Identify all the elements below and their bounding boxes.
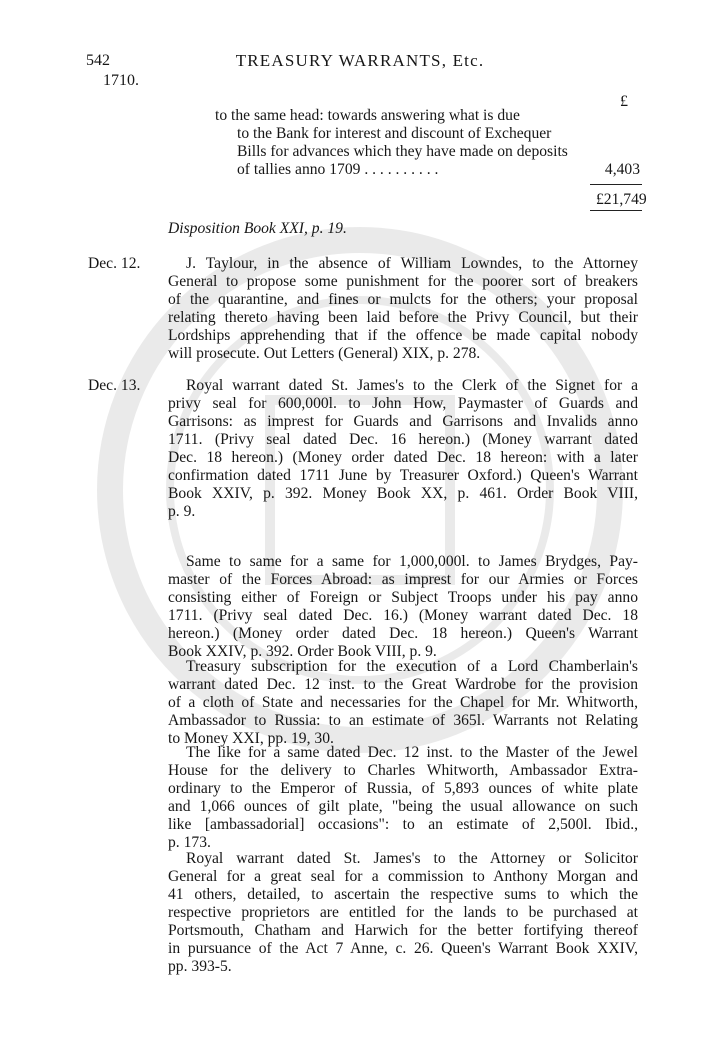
entry-date: Dec. 13. bbox=[88, 377, 141, 394]
entry-line: Royal warrant dated St. James's to the Attorney or Solicitor bbox=[186, 850, 638, 867]
entry-line: consisting either of Foreign or Subject Troops under his pay anno bbox=[168, 589, 638, 606]
running-year: 1710. bbox=[103, 72, 139, 89]
entry-line: Book XXIV, p. 392. Money Book XX, p. 461. Order Book VIII, bbox=[168, 485, 638, 502]
total-rule bbox=[590, 184, 642, 185]
entry-line: The like for a same dated Dec. 12 inst. to the Master of the Jewel bbox=[186, 744, 638, 761]
entry-line: House for the delivery to Charles Whitworth, Ambassador Extra- bbox=[168, 762, 638, 779]
entry-line: ordinary to the Emperor of Russia, of 5,893 ounces of white plate bbox=[168, 780, 638, 797]
entry-line: 1711. (Privy seal dated Dec. 16 hereon.) (Money warrant dated bbox=[168, 431, 638, 448]
entry-line: of the quarantine, and fines or mulcts for the others; your proposal bbox=[168, 291, 638, 308]
continuation-line: to the Bank for interest and discount of Exchequer bbox=[237, 125, 552, 142]
entry-line: and 1,066 ounces of gilt plate, "being the usual allowance on such bbox=[168, 798, 638, 815]
entry-line: p. 9. bbox=[168, 503, 196, 520]
line-amount: 4,403 bbox=[604, 161, 640, 178]
running-title: TREASURY WARRANTS, Etc. bbox=[235, 51, 485, 70]
entry-paragraph bbox=[168, 255, 638, 363]
continuation-line: to the same head: towards answering what is due bbox=[215, 107, 520, 124]
entry-line: Garrisons: as imprest for Guards and Garrisons and Invalids anno bbox=[168, 413, 638, 430]
continuation-line: Bills for advances which they have made on deposits bbox=[237, 143, 568, 160]
entry-line: hereon.) (Money order dated Dec. 18 hereon.) Queen's Warrant bbox=[168, 625, 638, 642]
continuation-text bbox=[215, 107, 583, 179]
entry-line: J. Taylour, in the absence of William Lowndes, to the Attorney bbox=[186, 255, 638, 272]
entry-paragraph bbox=[168, 850, 638, 976]
entry-paragraph bbox=[168, 377, 638, 521]
entry-line: Portsmouth, Chatham and Harwich for the better fortifying thereof bbox=[168, 922, 638, 939]
entry-line: like [ambassadorial] occasions": to an estimate of 2,500l. Ibid., bbox=[168, 816, 638, 833]
entry-line: respective proprietors are entitled for the lands to be purchased at bbox=[168, 904, 638, 921]
entry-line: in pursuance of the Act 7 Anne, c. 26. Queen's Warrant Book XXIV, bbox=[168, 940, 638, 957]
entry-line: Lordships apprehending that if the offence be made capital nobody bbox=[168, 327, 638, 344]
entry-line: Dec. 18 hereon.) (Money order dated Dec. 18 hereon: with a later bbox=[168, 449, 638, 466]
currency-symbol: £ bbox=[620, 93, 628, 110]
entry-line: Treasury subscription for the execution of a Lord Chamberlain's bbox=[186, 658, 638, 675]
continuation-line: of tallies anno 1709 . . . . . . . . . . bbox=[237, 161, 439, 178]
entry-line: relating thereto having been laid before the Privy Council, but their bbox=[168, 309, 638, 326]
entry-line: privy seal for 600,000l. to John How, Paymaster of Guards and bbox=[168, 395, 638, 412]
entry-line: Same to same for a same for 1,000,000l. to James Brydges, Pay- bbox=[186, 553, 638, 570]
entry-line: 1711. (Privy seal dated Dec. 16.) (Money warrant dated Dec. 18 bbox=[168, 607, 638, 624]
entry-line: warrant dated Dec. 12 inst. to the Great Wardrobe for the provision bbox=[168, 676, 638, 693]
entry-line: General to propose some punishment for the poorer sort of breakers bbox=[168, 273, 638, 290]
entry-line: p. 173. bbox=[168, 834, 211, 851]
entry-line: General for a great seal for a commission to Anthony Morgan and bbox=[168, 868, 638, 885]
entry-paragraph bbox=[168, 744, 638, 852]
entry-line: Royal warrant dated St. James's to the Clerk of the Signet for a bbox=[186, 377, 638, 394]
page-number: 542 bbox=[86, 52, 110, 69]
entry-line: Book XXIV, p. 392. Order Book VIII, p. 9. bbox=[168, 643, 437, 660]
entry-line: will prosecute. Out Letters (General) XIX, p. 278. bbox=[168, 345, 481, 362]
total-amount: £21,749 bbox=[596, 191, 647, 208]
entry-date: Dec. 12. bbox=[88, 255, 141, 272]
entry-line: to Money XXI, pp. 19, 30. bbox=[168, 730, 334, 747]
entry-line: pp. 393-5. bbox=[168, 958, 232, 975]
source-reference: Disposition Book XXI, p. 19. bbox=[168, 220, 347, 237]
entry-paragraph bbox=[168, 553, 638, 661]
total-rule bbox=[590, 210, 642, 211]
entry-line: 41 others, detailed, to ascertain the respective sums to which the bbox=[168, 886, 638, 903]
entry-line: of a cloth of State and necessaries for the Chapel for Mr. Whitworth, bbox=[168, 694, 638, 711]
entry-line: Ambassador to Russia: to an estimate of 365l. Warrants not Relating bbox=[168, 712, 638, 729]
entry-line: master of the Forces Abroad: as imprest for our Armies or Forces bbox=[168, 571, 638, 588]
entry-line: confirmation dated 1711 June by Treasurer Oxford.) Queen's Warrant bbox=[168, 467, 638, 484]
entry-paragraph bbox=[168, 658, 638, 748]
